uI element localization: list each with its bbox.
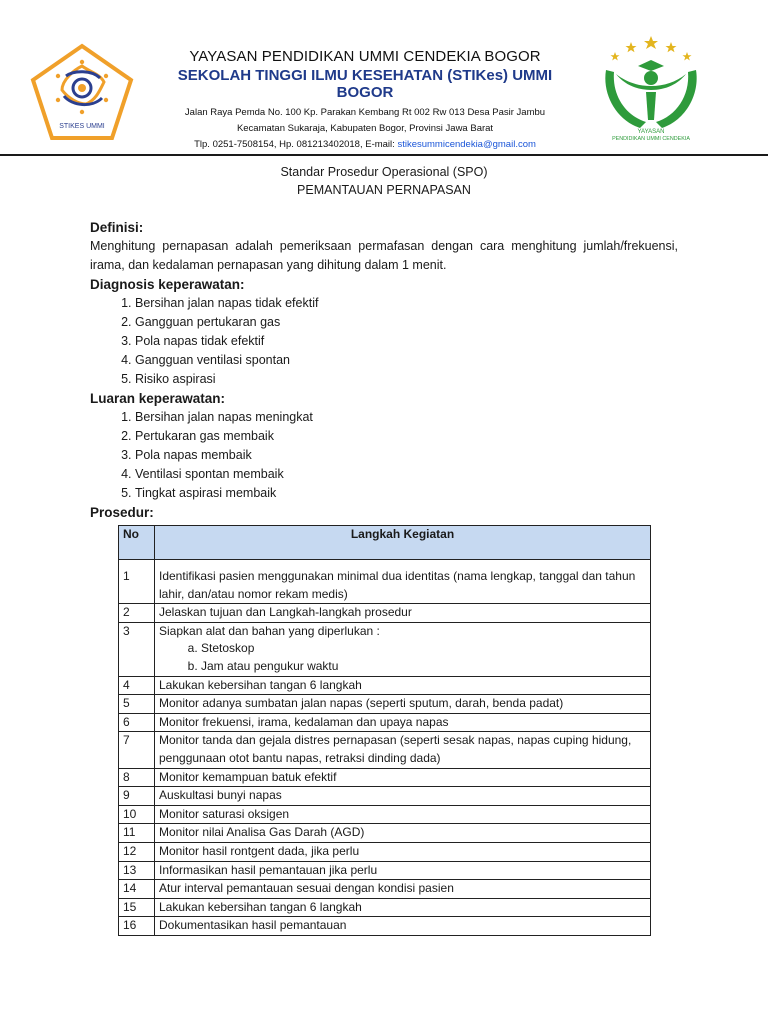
row-number: 9 (119, 787, 155, 806)
row-number: 14 (119, 880, 155, 899)
table-header-row (119, 526, 651, 560)
row-activity: Lakukan kebersihan tangan 6 langkah (155, 676, 651, 695)
contact-prefix: Tlp. 0251-7508154, Hp. 081213402018, E-mail: (194, 139, 398, 150)
table-row (119, 732, 651, 768)
logo-left-caption: STIKES UMMI (59, 123, 105, 130)
procedure-table (118, 525, 651, 936)
table-row (119, 676, 651, 695)
row-number: 4 (119, 676, 155, 695)
list-item: 1. Bersihan jalan napas tidak efektif (135, 294, 678, 313)
row-number: 6 (119, 713, 155, 732)
table-row (119, 805, 651, 824)
row-activity: Monitor kemampuan batuk efektif (155, 768, 651, 787)
yayasan-ummi-cendekia-logo-icon (598, 36, 704, 142)
row-activity: Auskultasi bunyi napas (155, 787, 651, 806)
address-line-2: Kecamatan Sukaraja, Kabupaten Bogor, Provinsi Jawa Barat (236, 123, 494, 134)
list-item: 3. Pola napas tidak efektif (135, 332, 678, 351)
diagnosis-heading: Diagnosis keperawatan: (90, 277, 245, 292)
row-number: 11 (119, 824, 155, 843)
org-name: YAYASAN PENDIDIKAN UMMI CENDEKIA BOGOR (189, 48, 541, 65)
table-row (119, 560, 651, 604)
row-activity: Monitor frekuensi, irama, kedalaman dan upaya napas (155, 713, 651, 732)
table-row (119, 768, 651, 787)
list-item: 4. Ventilasi spontan membaik (135, 465, 678, 484)
list-item: 5. Tingkat aspirasi membaik (135, 484, 678, 503)
luaran-list (90, 408, 678, 503)
row-activity: Informasikan hasil pemantauan jika perlu (155, 861, 651, 880)
row-number: 5 (119, 695, 155, 714)
list-item: 3. Pola napas membaik (135, 446, 678, 465)
row-number: 10 (119, 805, 155, 824)
column-header-activity: Langkah Kegiatan (155, 526, 651, 560)
row-activity: Jelaskan tujuan dan Langkah-langkah prosedur (155, 604, 651, 623)
row-number: 7 (119, 732, 155, 768)
document-body (90, 218, 678, 936)
table-row (119, 824, 651, 843)
list-item: a. Stetoskop (201, 640, 646, 658)
row-number: 13 (119, 861, 155, 880)
row-activity: Siapkan alat dan bahan yang diperlukan : (159, 623, 380, 638)
column-header-no: No (119, 526, 155, 560)
row-number: 2 (119, 604, 155, 623)
definisi-heading: Definisi: (90, 220, 144, 235)
row-number: 15 (119, 898, 155, 917)
row-activity: Monitor tanda dan gejala distres pernapasan (seperti sesak napas, napas cuping hidung, penggunaan otot bantu napas, retraksi dinding dada) (155, 732, 651, 768)
letterhead (150, 48, 580, 153)
row-activity: Monitor saturasi oksigen (155, 805, 651, 824)
row-activity: Identifikasi pasien menggunakan minimal dua identitas (nama lengkap, tanggal dan tahun lahir, dan/atau nomor rekam medis) (159, 569, 636, 601)
title-line-2: PEMANTAUAN PERNAPASAN (297, 183, 471, 197)
table-row (119, 713, 651, 732)
row-activity: Monitor hasil rontgent dada, jika perlu (155, 842, 651, 861)
definisi-text: Menghitung pernapasan adalah pemeriksaan permafasan dengan cara menghitung jumlah/frekuensi, irama, dan kedalaman pernapasan yang dihitung dalam 1 menit. (90, 239, 678, 272)
row-activity: Monitor nilai Analisa Gas Darah (AGD) (155, 824, 651, 843)
row-number: 3 (119, 622, 155, 676)
table-row (119, 622, 651, 676)
table-row (119, 898, 651, 917)
table-row (119, 695, 651, 714)
row-number: 1 (123, 569, 130, 583)
table-row (119, 880, 651, 899)
row-number: 16 (119, 917, 155, 936)
address-line-1: Jalan Raya Pemda No. 100 Kp. Parakan Kembang Rt 002 Rw 013 Desa Pasir Jambu (184, 107, 546, 118)
diagnosis-list (90, 294, 678, 389)
list-item: 2. Gangguan pertukaran gas (135, 313, 678, 332)
row-number: 12 (119, 842, 155, 861)
table-row (119, 787, 651, 806)
equipment-list (159, 640, 646, 675)
contact-line (150, 137, 580, 153)
document-title (0, 163, 768, 199)
list-item: b. Jam atau pengukur waktu (201, 658, 646, 676)
list-item: 4. Gangguan ventilasi spontan (135, 351, 678, 370)
table-row (119, 604, 651, 623)
stikes-ummi-logo-icon (30, 42, 135, 142)
logo-right-caption-2: PENDIDIKAN UMMI CENDEKIA (612, 136, 690, 142)
email-link[interactable]: stikesummicendekia@gmail.com (397, 139, 536, 150)
prosedur-heading: Prosedur: (90, 505, 154, 520)
logo-right-caption-1: YAYASAN (637, 129, 665, 135)
list-item: 5. Risiko aspirasi (135, 370, 678, 389)
title-line-1: Standar Prosedur Operasional (SPO) (280, 165, 488, 179)
row-activity: Atur interval pemantauan sesuai dengan kondisi pasien (155, 880, 651, 899)
table-row (119, 861, 651, 880)
letterhead-divider (0, 154, 768, 156)
table-row (119, 917, 651, 936)
school-name: SEKOLAH TINGGI ILMU KESEHATAN (STIKes) UMMI BOGOR (177, 67, 553, 101)
list-item: 1. Bersihan jalan napas meningkat (135, 408, 678, 427)
row-number: 8 (119, 768, 155, 787)
row-activity: Lakukan kebersihan tangan 6 langkah (155, 898, 651, 917)
table-row (119, 842, 651, 861)
list-item: 2. Pertukaran gas membaik (135, 427, 678, 446)
luaran-heading: Luaran keperawatan: (90, 391, 226, 406)
row-activity: Monitor adanya sumbatan jalan napas (seperti sputum, darah, benda padat) (155, 695, 651, 714)
address-block (150, 105, 580, 153)
row-activity: Dokumentasikan hasil pemantauan (155, 917, 651, 936)
